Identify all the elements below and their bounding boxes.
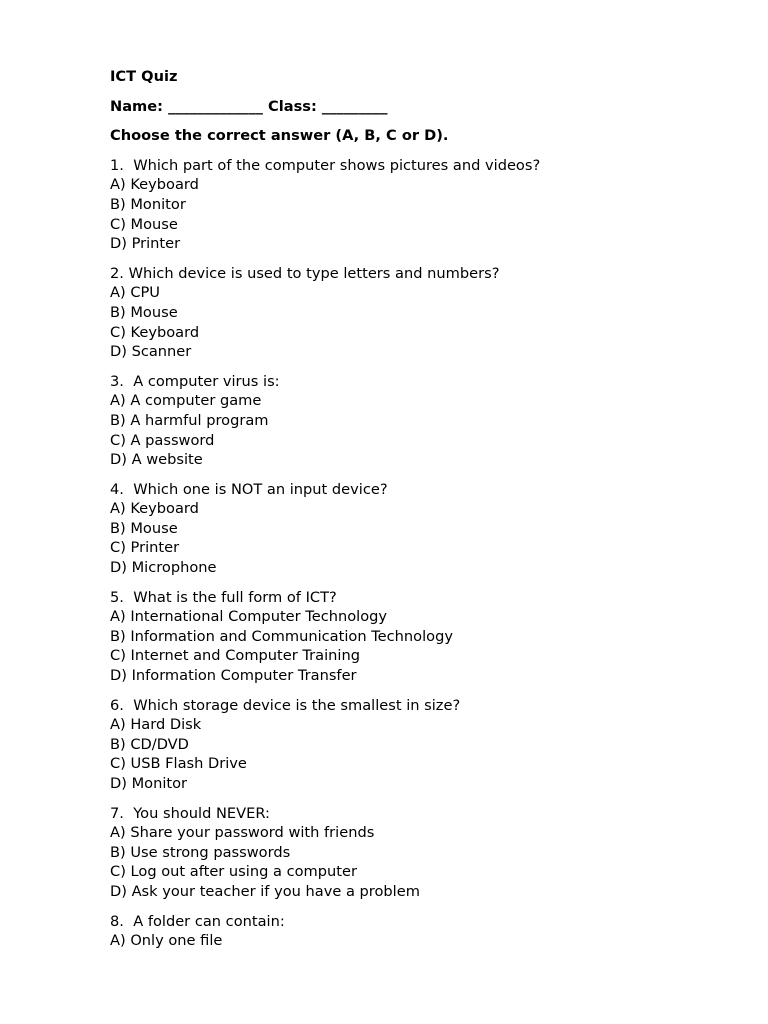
option-b: B) CD/DVD — [110, 735, 189, 753]
option-c: C) USB Flash Drive — [110, 755, 247, 773]
option-b: B) Use strong passwords — [110, 843, 291, 861]
option-d: D) Microphone — [110, 559, 217, 577]
quiz-title: ICT Quiz — [110, 68, 178, 85]
option-a: A) Keyboard — [110, 176, 199, 194]
option-c: C) Keyboard — [110, 323, 200, 341]
question-1 — [110, 156, 730, 254]
question-text: 7. You should NEVER: — [110, 804, 270, 822]
question-text: 8. A folder can contain: — [110, 912, 285, 930]
question-5 — [110, 588, 730, 686]
question-2 — [110, 264, 730, 362]
option-c: C) Printer — [110, 539, 180, 557]
option-a: A) International Computer Technology — [110, 608, 388, 626]
option-a: A) Keyboard — [110, 500, 199, 518]
question-text: 6. Which storage device is the smallest in size? — [110, 696, 461, 714]
option-a: A) Share your password with friends — [110, 824, 375, 842]
question-text: 5. What is the full form of ICT? — [110, 588, 337, 606]
option-d: D) Information Computer Transfer — [110, 667, 357, 685]
option-b: B) Monitor — [110, 195, 186, 213]
option-d: D) Printer — [110, 235, 181, 253]
option-c: C) A password — [110, 431, 215, 449]
option-a: A) A computer game — [110, 392, 262, 410]
option-c: C) Mouse — [110, 215, 178, 233]
option-b: B) A harmful program — [110, 411, 269, 429]
question-7 — [110, 804, 730, 902]
option-c: C) Internet and Computer Training — [110, 647, 360, 665]
question-4 — [110, 480, 730, 578]
quiz-document — [110, 67, 730, 961]
question-8 — [110, 912, 730, 951]
option-d: D) A website — [110, 451, 203, 469]
option-d: D) Scanner — [110, 343, 192, 361]
question-text: 1. Which part of the computer shows pictures and videos? — [110, 156, 541, 174]
question-text: 2. Which device is used to type letters and numbers? — [110, 264, 500, 282]
question-text: 4. Which one is NOT an input device? — [110, 480, 388, 498]
option-a: A) Only one file — [110, 932, 223, 950]
option-a: A) CPU — [110, 284, 160, 302]
question-text: 3. A computer virus is: — [110, 372, 280, 390]
option-b: B) Information and Communication Technology — [110, 627, 453, 645]
option-d: D) Monitor — [110, 775, 188, 792]
option-d: D) Ask your teacher if you have a problem — [110, 882, 420, 900]
question-3 — [110, 372, 730, 470]
option-c: C) Log out after using a computer — [110, 863, 357, 881]
option-b: B) Mouse — [110, 303, 178, 321]
name-class-line: Name: _____________ Class: _________ — [110, 97, 388, 115]
option-b: B) Mouse — [110, 519, 178, 537]
instructions: Choose the correct answer (A, B, C or D). — [110, 127, 449, 145]
option-a: A) Hard Disk — [110, 716, 202, 734]
question-6 — [110, 696, 730, 794]
